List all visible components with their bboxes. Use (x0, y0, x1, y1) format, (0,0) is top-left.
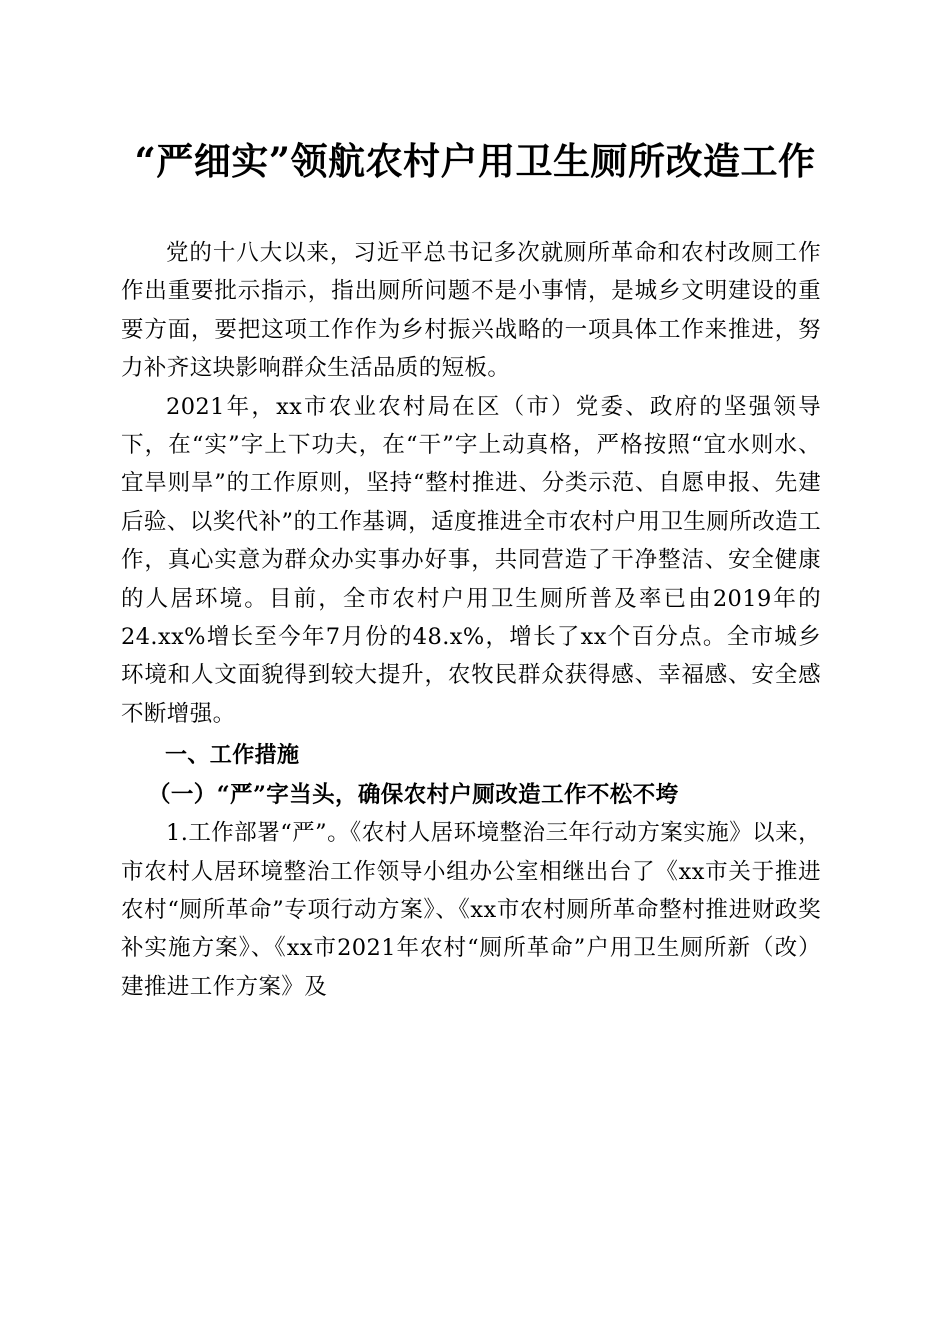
document-body (121, 234, 821, 1006)
section-heading: 一、工作措施 (165, 743, 300, 769)
body-paragraph-item-1: 1.工作部署“严”。《农村人居环境整治三年行动方案实施》以来，市农村人居环境整治工作领导小组办公室相继出台了《xx市关于推进农村“厕所革命”专项行动方案》、《xx市农村厕所革命整村推进财政奖补实施方案》、《xx市2021年农村“厕所革命”户用卫生厕所新（改）建推进工作方案》及 (121, 820, 821, 1000)
document-title: “严细实”领航农村户用卫生厕所改造工作 (134, 139, 816, 183)
body-paragraph-summary: 2021年，xx市农业农村局在区（市）党委、政府的坚强领导下，在“实”字上下功夫，在“干”字上动真格，严格按照“宜水则水、宜旱则旱”的工作原则，坚持“整村推进、分类示范、自愿申报、先建后验、以奖代补”的工作基调，适度推进全市农村户用卫生厕所改造工作，真心实意为群众办实事办好事，共同营造了干净整洁、安全健康的人居环境。目前，全市农村户用卫生厕所普及率已由2019年的24.xx%增长至今年7月份的48.x%，增长了xx个百分点。全市城乡环境和人文面貌得到较大提升，农牧民群众获得感、幸福感、安全感不断增强。 (121, 393, 821, 727)
body-paragraph-intro: 党的十八大以来，习近平总书记多次就厕所革命和农村改厕工作作出重要批示指示，指出厕所问题不是小事情，是城乡文明建设的重要方面，要把这项工作作为乡村振兴战略的一项具体工作来推进，努力补齐这块影响群众生活品质的短板。 (121, 240, 821, 382)
subsection-heading: （一）“严”字当头，确保农村户厕改造工作不松不垮 (148, 781, 679, 808)
